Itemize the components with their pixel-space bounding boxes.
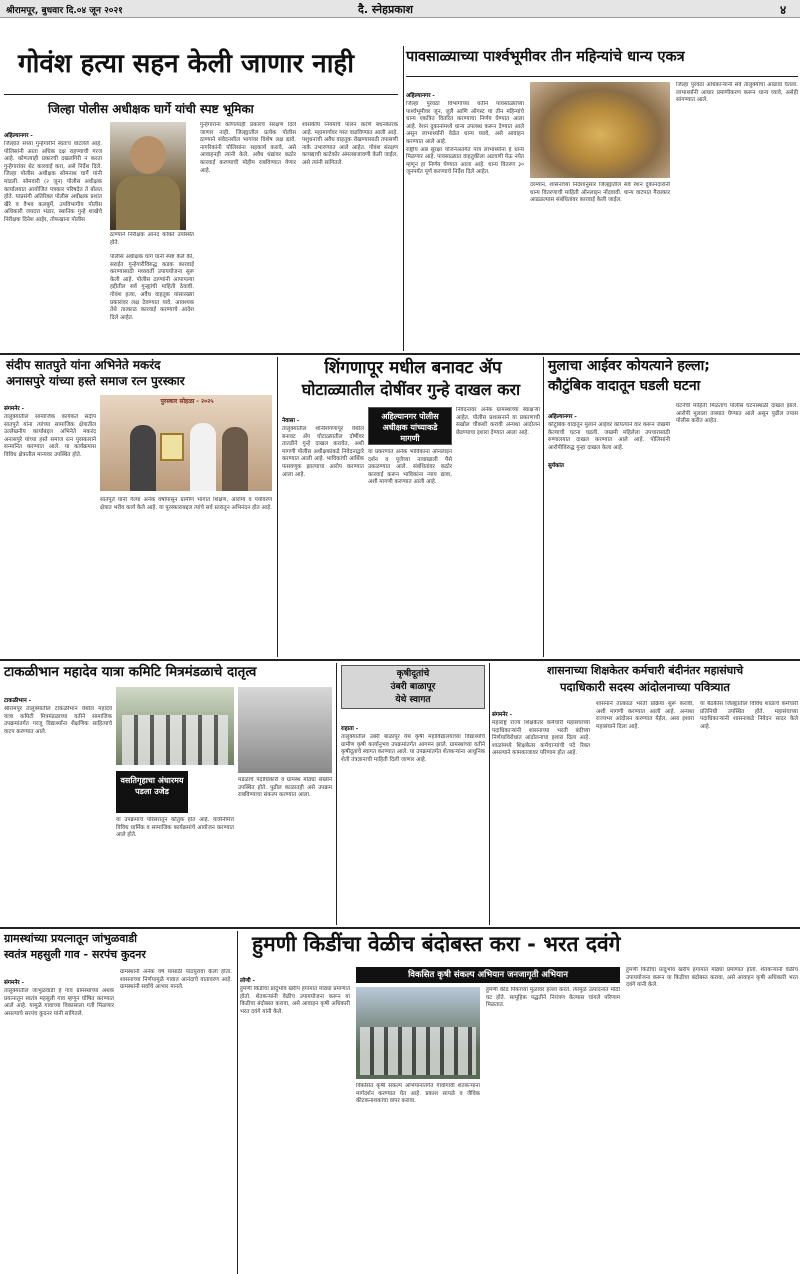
- story-humani-col3: हुमणी कीड पिकांच्या मुळांवर हल्ला करते. त्यामुळे उत्पादनात मोठी घट होते. सामूहिक पद्धतीने नियंत्रण केल्यास चांगले परिणाम मिळतात.: [486, 987, 620, 1009]
- story-fake-app-col1: [282, 407, 364, 655]
- story-award-headline-1: संदीप सातपुते यांना अभिनेते मकरंद: [6, 358, 161, 372]
- story-jambhulwadi: [0, 931, 236, 1274]
- story-nonteaching: [492, 663, 800, 925]
- story-gauvansh-subhead: जिल्हा पोलीस अधीक्षक घार्गे यांची स्पष्ट भूमिका: [48, 102, 254, 116]
- divider: [0, 927, 800, 929]
- story-jambhulwadi-headline-2: स्वतंत्र महसुली गाव - सरपंच कुदनर: [4, 948, 146, 961]
- story-krushidoot-headline-1: कृषीदूतांचे: [396, 669, 430, 679]
- story-fake-app-col2: या प्रकरणात अनेक भाविकांना ऑनलाइन दर्शन व पूजेच्या नावाखाली पैसे उकळण्यात आले. संबंधितांवर कठोर कारवाई करून भाविकांना न्याय द्यावा, अशी मागणी करण्यात आली आहे.: [368, 449, 452, 486]
- divider: [543, 357, 544, 657]
- article-text: श्रीरामपूर तालुक्यातील टाकळीभान येथील महादेव यात्रा कमिटी मित्रमंडळाच्या वतीने सामाजिक उपक्रमांतर्गत गरजू विद्यार्थ्यांना शैक्षणिक साहित्याचे वाटप करण्यात आले.: [4, 706, 112, 735]
- story-fake-app: [280, 357, 542, 657]
- story-yatra: [0, 663, 334, 925]
- story-nonteaching-headline-1: शासनाच्या शिक्षकेतर कर्मचारी बंदीनंतर महासंघाचे: [546, 664, 744, 677]
- story-krushidoot-headline-2: उंबरी बाळापूर: [390, 682, 436, 692]
- story-award-photo: [100, 395, 272, 491]
- story-nonteaching-col2: शासनाने तात्काळ भरती प्रक्रिया सुरू करावी, अशी मागणी करण्यात आली आहे. अन्यथा राज्यभर आंदोलन करण्यात येईल, असा इशारा महासंघाने दिला आहे.: [596, 701, 694, 730]
- story-grain-col4: जिल्हा पुरवठा अधिकाऱ्यांनी सर्व तालुक्यांचा आढावा घेतला. लाभार्थ्यांनी आधार प्रमाणीकरण करून धान्य घ्यावे, असेही सांगण्यात आले.: [676, 82, 798, 104]
- officer-portrait: [130, 136, 166, 174]
- dateline: नेवासा -: [282, 418, 300, 424]
- article-text: तालुक्यातील शनिशिंगणापूर येथील बनावट ॲप घोटाळ्यातील दोषींवर तातडीने गुन्हे दाखल करावेत, अशी मागणी पोलीस अधीक्षकांकडे निवेदनाद्वारे करण्यात आली आहे. भाविकांची आर्थिक फसवणूक झाल्याचा आरोप करण्यात आला आहे.: [282, 426, 364, 478]
- story-gauvansh-col2: पोलीस अधीक्षक घार्गे यांनी स्पष्ट केले की, सराईत गुन्हेगारीविरुद्ध कडक कारवाई करण्यासाठी मध्यवर्ती उपाययोजना सुरू केली आहे. पोलीस ठाण्यांनी आपापल्या हद्दीतील सर्व गुन्ह्यांची माहिती ठेवावी. गोवंश हत्या, अवैध वाहतूक यांसारख्या प्रकारांवर लक्ष ठेवण्यात यावे. आवश्यक तेथे तात्काळ कारवाई करण्याचे आदेश दिले आहेत.: [110, 254, 194, 321]
- story-fake-app-headline-2: घोटाळ्यातील दोषींवर गुन्हे दाखल करा: [301, 380, 521, 399]
- story-yatra-col3: मंडळाचे पदाधिकारी व ग्रामस्थ मोठ्या संख्येने उपस्थित होते. पुढील काळातही असे उपक्रम राबविण्याचा संकल्प करण्यात आला.: [238, 777, 332, 799]
- dateline: संगमनेर -: [4, 406, 24, 412]
- story-grain-headline: पावसाळ्याच्या पार्श्वभूमीवर तीन महिन्यांचे धान्य एकत्र: [406, 49, 685, 65]
- story-yatra-photo: [116, 687, 234, 765]
- divider: [489, 663, 490, 925]
- story-krushidoot: [339, 663, 487, 925]
- story-attack-col2: घटनेची माहिती मिळताच पोलीस घटनास्थळी दाखल झाले. आरोपी मुलाला ताब्यात घेण्यात आले असून पुढील तपास पोलीस करीत आहेत.: [676, 403, 798, 425]
- meeting-group: [360, 1027, 476, 1075]
- story-award-col1: [4, 395, 96, 655]
- story-gauvansh-caption: ठाण्याने निरीक्षक आनंद कोकरे उपस्थित होते.: [110, 232, 194, 246]
- divider: [406, 76, 798, 77]
- story-yatra-col2: या उपक्रमाचे परिसरातून कौतुक होत आहे. यात्रेनिमित्त विविध धार्मिक व सामाजिक कार्यक्रमांचे आयोजन करण्यात आले होते.: [116, 817, 234, 839]
- dateline: अहिल्यानगर -: [406, 93, 435, 99]
- person: [190, 423, 216, 491]
- story-gauvansh-col3: गुन्हेगारांना कोणत्याही प्रकारचे संरक्षण दिले जाणार नाही. जिल्ह्यातील प्रत्येक पोलीस ठाण्याने संवेदनशील भागांवर विशेष लक्ष द्यावे. नागरिकांनी पोलिसांना सहकार्य करावे, असे आवाहनही त्यांनी केले. अवैध धंद्यांवर कठोर कारवाई करण्याची मोहीम राबविण्यात येणार आहे.: [200, 122, 296, 174]
- story-humani-col1: [240, 967, 350, 1271]
- article-text: जिल्हा पुरवठा विभागाच्या वतीने पावसाळ्याच्या पार्श्वभूमीवर जून, जुलै आणि ऑगस्ट या तीन महिन्यांचे धान्य एकत्रित वितरित करण्याचा निर्णय घेण्यात आला आहे. रेशन दुकानांमध्ये धान्य उपलब्ध करून देण्यात आले असून लाभार्थ्यांनी वेळेत धान्य घ्यावे, असे आवाहन करण्यात आले आहे.: [406, 101, 524, 145]
- story-humani-headline: हुमणी किडींचा वेळीच बंदोबस्त करा - भरत दवंगे: [252, 932, 621, 956]
- story-humani-box: विकसित कृषी संकल्प अभियान जनजागृती अभियान: [356, 967, 620, 983]
- group-people: [122, 715, 228, 765]
- article-text: राष्ट्रीय अन्न सुरक्षा योजनेअंतर्गत पात्र लाभार्थ्यांना हे धान्य मिळणार आहे. पावसाळ्यात वाहतुकीला अडचणी येऊ नयेत म्हणून हा निर्णय घेण्यात आला आहे. धान्य वितरण ३० जूनपर्यंत पूर्ण करण्याचे निर्देश दिले आहेत.: [406, 146, 524, 176]
- story-gauvansh: [0, 46, 402, 351]
- officer-uniform: [116, 176, 180, 230]
- award-banner: पुरस्कार सोहळा - २०२५: [160, 398, 214, 405]
- dateline: टाकळीभान -: [4, 698, 32, 704]
- person: [222, 427, 248, 491]
- story-gauvansh-col4: शासकीय नियमांचे पालन करणे बंधनकारक आहे. महामार्गावर गस्त वाढविण्यात आली आहे. पशुधनाची अवैध वाहतूक रोखण्यासाठी तपासणी नाके उभारण्यात आले आहेत. गोवंश संरक्षण कायद्याची काटेकोर अंमलबजावणी केली जाईल, असे त्यांनी सांगितले.: [302, 122, 398, 166]
- story-attack: [546, 357, 800, 657]
- dateline: संगमनेर -: [4, 980, 24, 986]
- award-frame: [160, 433, 184, 461]
- story-nonteaching-headline-2: पदाधिकारी सदस्य आंदोलनाच्या पवित्र्यात: [560, 680, 730, 694]
- article-text: कौटुंबिक वादातून मुलाने आईवर कोयत्याने वार करून जखमी केल्याची घटना घडली. जखमी महिलेला उपचारासाठी रुग्णालयात दाखल करण्यात आले आहे. पोलिसांनी आरोपीविरुद्ध गुन्हा दाखल केला आहे.: [548, 422, 670, 451]
- article-text: हुमणी किडीचा प्रादुर्भाव खरीप हंगामात मोठ्या प्रमाणात होतो. शेतकऱ्यांनी वेळीच उपाययोजना करून या किडीचा बंदोबस्त करावा, असे आवाहन कृषी अधिकारी भरत दवंगे यांनी केले.: [240, 986, 350, 1015]
- story-attack-headline-2: कौटुंबिक वादातून घडली घटना: [548, 378, 701, 394]
- dateline: राहाता -: [341, 726, 359, 732]
- article-text: तालुक्यातील उंबरी बाळापूर येथे कृषी महाविद्यालयाच्या विद्यार्थ्यांचे ग्रामीण कृषी कार्यानुभव उपक्रमांतर्गत आगमन झाले. ग्रामस्थांच्या वतीने कृषीदूतांचे स्वागत करण्यात आले. या उपक्रमांतर्गत शेतकऱ्यांना आधुनिक शेती तंत्रज्ञानाची माहिती दिली जाणार आहे.: [341, 734, 485, 763]
- article-text: महाराष्ट्र राज्य शिक्षकेतर कर्मचारी महासंघाच्या पदाधिकाऱ्यांनी शासनाच्या भरती बंदीच्या निर्णयाविरोधात आंदोलनाचा इशारा दिला आहे. शाळांमध्ये शिक्षकेतर कर्मचाऱ्यांची पदे रिक्त असल्याने कामकाजावर परिणाम होत आहे.: [492, 720, 590, 757]
- story-jambhulwadi-col2: ग्रामस्थांनी अनेक वर्षे यासाठी पाठपुरावा केला होता. शासनाच्या निर्णयामुळे गावात आनंदाचे वातावरण आहे. ग्रामस्थांनी सर्वांचे आभार मानले.: [120, 969, 232, 991]
- dateline: लोणी -: [240, 978, 256, 984]
- story-gauvansh-headline: गोवंश हत्या सहन केली जाणार नाही: [18, 49, 354, 79]
- story-humani-col2: विकसित कृषी संकल्प अभियानांतर्गत गावोगावी शेतकऱ्यांना मार्गदर्शन करण्यात येत आहे. प्रकाश सापळे व जैविक कीटकनाशकांचा वापर करावा.: [356, 1083, 480, 1105]
- story-yatra-headline: टाकळीभान महादेव यात्रा कमिटि मित्रमंडळाचे दातृत्व: [4, 664, 257, 680]
- story-krushidoot-headline-3: येथे स्वागत: [395, 695, 431, 705]
- dateline: संगमनेर -: [492, 712, 512, 718]
- story-humani-col4: हुमणी किडीचा प्रादुर्भाव खरीप हंगामात मोठ्या प्रमाणात होतो. शेतकऱ्यांनी वेळीच उपाययोजना करून या किडीचा बंदोबस्त करावा, असे आवाहन कृषी अधिकारी भरत दवंगे यांनी केले.: [626, 967, 798, 989]
- dateline: अहिल्यानगर -: [4, 133, 33, 139]
- story-yatra-box: वसतिगृहाचा अंधारमय पडला उजेड: [116, 771, 188, 813]
- story-fake-app-headline-1: शिंगणापूर मधील बनावट ॲप: [324, 358, 502, 378]
- story-krushidoot-col1: [341, 715, 485, 923]
- story-nonteaching-col3: या बैठकीस जिल्ह्यातील विविध शाळांचे कर्मचारी प्रतिनिधी उपस्थित होते. महासंघाच्या पदाधिकाऱ्यांनी शासनाकडे निवेदन सादर केले आहे.: [700, 701, 798, 730]
- story-gauvansh-col1: [4, 122, 102, 350]
- masthead: [0, 0, 800, 18]
- story-grain-col1: [406, 82, 524, 348]
- story-jambhulwadi-headline-1: ग्रामस्थांच्या प्रयत्नातून जांभुळवाडी: [4, 932, 137, 945]
- story-yatra-col1: [4, 687, 112, 923]
- label: सुर्यकांत: [548, 463, 564, 470]
- divider: [336, 663, 337, 925]
- masthead-date: श्रीरामपूर, बुधवार दि.०४ जून २०२१: [6, 6, 123, 16]
- dateline: अहिल्यानगर -: [548, 414, 577, 420]
- story-fake-app-col3: निवेदनावर अनेक ग्रामस्थांच्या स्वाक्षऱ्या आहेत. पोलीस प्रशासनाने या प्रकरणाची सखोल चौकशी करावी अन्यथा आंदोलन छेडण्याचा इशारा देण्यात आला आहे.: [456, 407, 540, 436]
- article-text: जिल्हात सध्या गुन्हेगारीने स्वतःच वाटलेले आहे. पोलिसांनी आता अधिक दक्ष राहण्याची गरज आहे. कोणत्याही प्रकारची दखलगिरी न करता गुन्हेगारांवर थेट कारवाई करा, असे निर्देश दिले. जिल्हा पोलीस अधीक्षक सोमनाथ घार्गे यांनी मांडली. सोमवारी (२ जून) पोलीस अधीक्षक कार्यालयात आयोजित पत्रकार परिषदेत ते बोलत होते. याप्रसंगी अतिरिक्त पोलीस अधीक्षक प्रशांत खैरे व वैभव कलबुर्मे, उपविभागीय पोलीस अधिकारी जयदत्त भंडार, स्थानिक गुन्हे शाखेचे निरीक्षक दिनेश आहेर, तोफखाना पोलीस: [4, 141, 102, 223]
- article-text: तालुक्यातील सामाजिक कार्यकर्ते संदीप सातपुते यांना त्यांच्या सामाजिक क्षेत्रातील उल्लेखनीय कार्याबद्दल अभिनेते मकरंद अनासपुरे यांच्या हस्ते समाज रत्न पुरस्काराने सन्मानित करण्यात आले. या कार्यक्रमास विविध क्षेत्रातील मान्यवर उपस्थित होते.: [4, 414, 96, 458]
- story-yatra-photo-2: [238, 687, 332, 773]
- divider: [0, 353, 800, 355]
- story-attack-col1: [548, 403, 670, 653]
- story-jambhulwadi-col1: [4, 969, 114, 1271]
- masthead-paper-name: दै. स्नेहप्रकाश: [358, 3, 414, 16]
- divider: [277, 357, 278, 657]
- story-humani: [240, 931, 800, 1274]
- story-nonteaching-col1: [492, 701, 590, 923]
- divider: [403, 46, 404, 351]
- story-fake-app-box: अहिल्यानगर पोलीस अधीक्षक यांच्याकडे मागणी: [368, 407, 452, 445]
- divider: [0, 659, 800, 661]
- masthead-page-number: ४: [780, 3, 787, 17]
- story-award: [0, 357, 276, 657]
- story-gauvansh-photo: [110, 122, 186, 230]
- divider: [4, 94, 398, 95]
- story-award-headline-2: अनासपुरे यांच्या हस्ते समाज रत्न पुरस्कार: [6, 374, 185, 388]
- story-grain-col3: दरम्यान, शासनाच्या निर्देशानुसार जिल्ह्यातील सर्व रेशन दुकानदारांनी धान्य वितरणाची माहिती ऑनलाइन नोंदवावी. धान्य वाटपात गैरप्रकार आढळल्यास संबंधितांवर कारवाई केली जाईल.: [530, 182, 670, 204]
- story-krushidoot-headline: [341, 665, 485, 709]
- story-grain: [406, 46, 800, 351]
- story-award-col2: सातपुते यांनी गेल्या अनेक वर्षांपासून ग्रामीण भागात शिक्षण, आरोग्य व पर्यावरण क्षेत्रात भरीव कार्य केले आहे. या पुरस्काराबद्दल त्यांचे सर्व स्तरातून अभिनंदन होत आहे.: [100, 497, 272, 511]
- story-grain-photo: [530, 82, 670, 178]
- article-text: तालुक्यातील जांभुळवाडी हे गाव ग्रामस्थांच्या अथक प्रयत्नातून स्वतंत्र महसुली गाव म्हणून घोषित करण्यात आले आहे. यामुळे गावाच्या विकासाला गती मिळणार असल्याचे सरपंच कुदनर यांनी सांगितले.: [4, 988, 114, 1017]
- divider: [237, 931, 238, 1274]
- story-humani-photo: [356, 987, 480, 1079]
- story-attack-headline-1: मुलाचा आईवर कोयत्याने हल्ला;: [548, 358, 710, 374]
- person: [130, 425, 156, 491]
